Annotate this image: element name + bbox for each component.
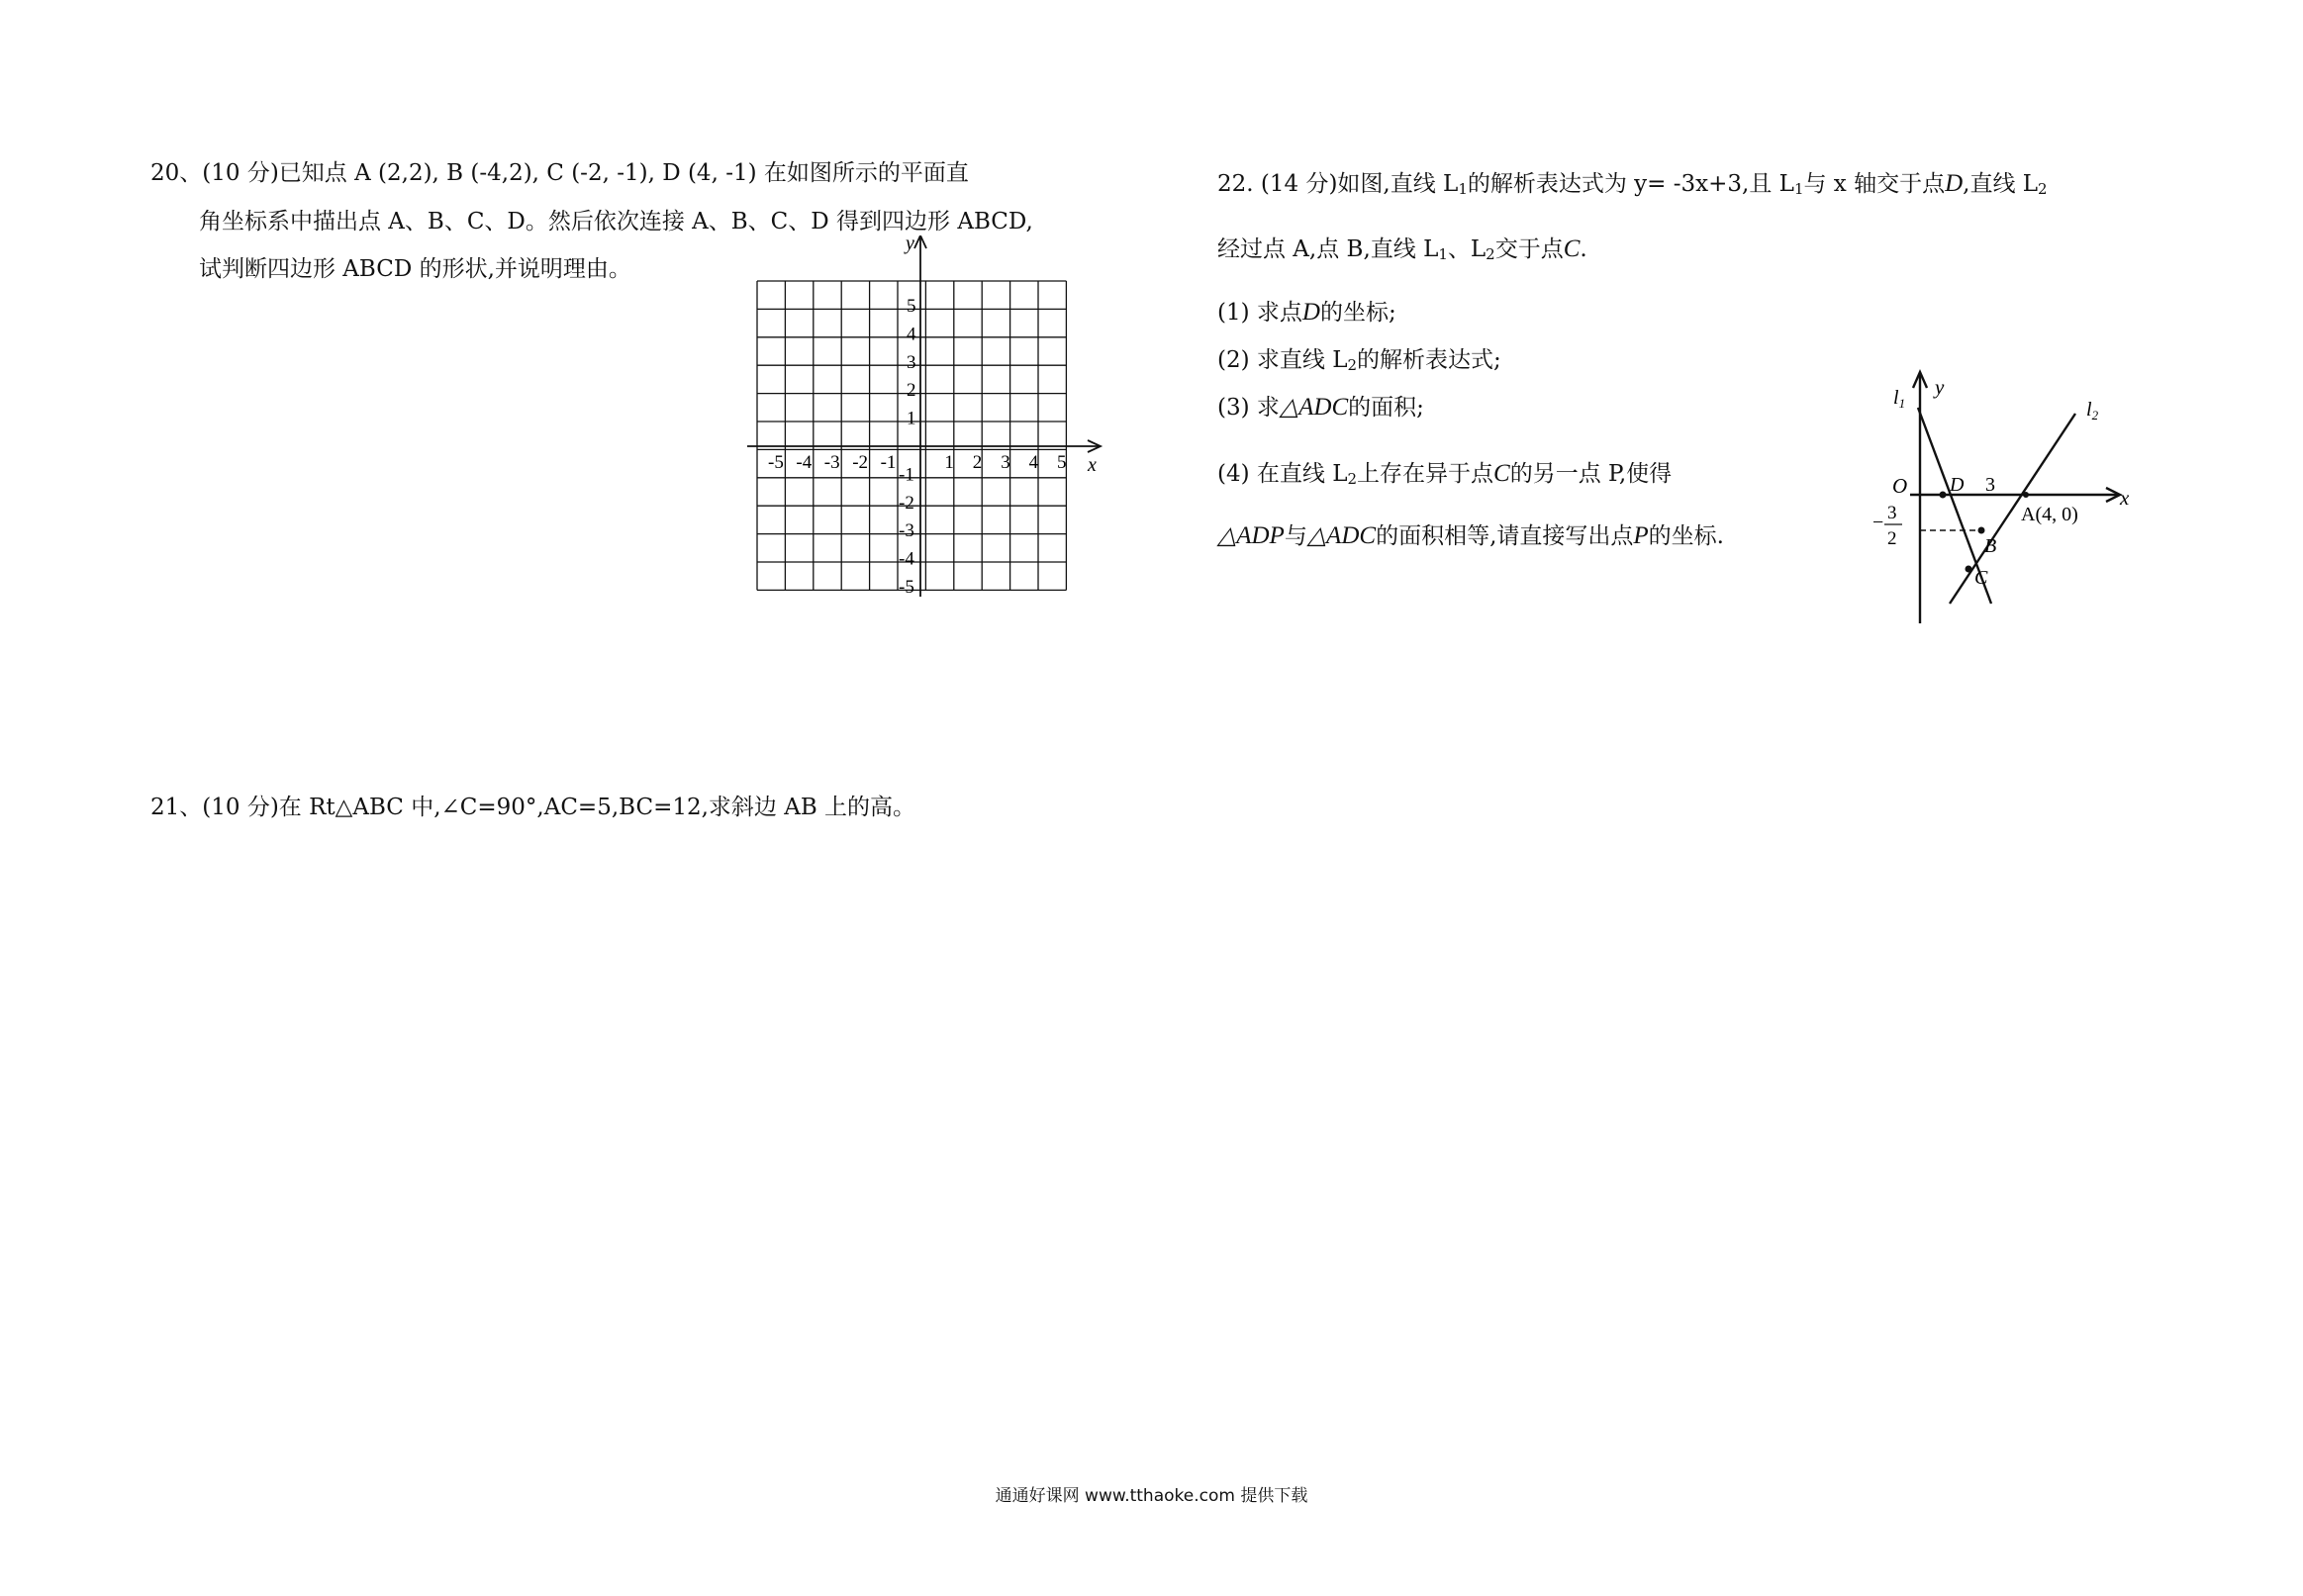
y-tick-label: 1 [907,408,916,429]
fig-point-c [1966,566,1972,573]
fig-point-b [1978,527,1985,534]
y-tick-label: 3 [907,351,916,373]
q22-l1-mid: 的解析表达式为 y= -3x+3,且 L [1467,171,1794,197]
fig-label-a: A(4, 0) [2021,504,2078,525]
y-tick-label: -1 [899,464,914,486]
x-tick-label: -1 [880,452,897,473]
q22-part2 [1217,345,1501,380]
q21-line1: 21、(10 分)在 Rt△ABC 中,∠C=90°,AC=5,BC=12,求斜边 AB 上的高。 [150,795,916,820]
q22-p4-prefix: (4) 在直线 L [1217,461,1348,487]
fig-label-l1-letter: l [1893,387,1899,409]
q22-p2-sub: 2 [1347,356,1358,374]
x-axis-label: x [1088,454,1097,476]
fig-label-x: x [2120,486,2130,510]
q22-part3 [1217,393,1424,422]
q22-l1-prefix: 22. (14 分)如图,直线 L [1217,171,1459,197]
q22-l2-end: . [1580,236,1587,262]
q22-p1-point: D [1301,299,1320,326]
q22-l2-sep: 、L [1447,236,1487,262]
q22-p2-prefix: (2) 求直线 L [1217,347,1348,373]
q22-figure [1871,366,2138,625]
x-tick-label: -4 [796,452,813,473]
y-tick-label: -5 [899,577,914,597]
q22-part1 [1217,298,1396,328]
q22-l2-prefix: 经过点 A,点 B,直线 L [1217,236,1439,262]
q20-coordinate-grid [747,235,1113,597]
x-tick-label: -3 [823,452,840,473]
q22-p5-point: P [1633,522,1649,549]
q20-line1: 20、(10 分)已知点 A (2,2), B (-4,2), C (-2, -1), D (4, -1) 在如图所示的平面直 [150,160,969,186]
q22-l2-point-c: C [1563,235,1581,262]
q22-p3-triangle: △ADC [1279,394,1349,421]
q22-p5-mid: 与 [1284,523,1307,549]
x-tick-label: 2 [972,452,983,473]
fig-point-a [2023,492,2029,498]
y-tick-label: 4 [907,324,916,345]
x-tick-label: -5 [768,452,784,473]
q22-line2 [1217,235,1587,269]
q22-p2-end: 的解析表达式; [1357,347,1501,373]
grid-axes [747,235,1101,597]
fig-label-l1 [1893,387,1905,411]
q22-p4-sub: 2 [1347,470,1358,488]
q22-p1-end: 的坐标; [1319,300,1396,326]
q22-p3-end: 的面积; [1348,395,1424,421]
q22-l2-sub1: 1 [1438,245,1448,263]
q22-l1-point-d: D [1945,170,1964,197]
q22-l1-mid2: 与 x 轴交于点 [1803,171,1946,197]
q22-l2-mid: 交于点 [1494,236,1564,262]
q22-l2-sub2: 2 [1486,245,1495,263]
x-tick-label: -2 [852,452,869,473]
q22-l1-sub3: 2 [2038,180,2048,198]
q22-part4-cont [1217,521,1724,551]
page-footer: 通通好课网 www.tthaoke.com 提供下载 [995,1486,1308,1506]
x-tick-label: 4 [1028,452,1039,473]
q20-line2: 角坐标系中描出点 A、B、C、D。然后依次连接 A、B、C、D 得到四边形 ABCD, [199,209,1033,235]
q22-line1 [1217,169,2048,204]
q22-l1-end: ,直线 L [1963,171,2039,197]
x-tick-label: 5 [1057,452,1067,473]
fig-label-o: O [1892,474,1908,498]
q22-p4-point: C [1493,460,1510,487]
fig-label-c: C [1974,567,1988,589]
q20-line3: 试判断四边形 ABCD 的形状,并说明理由。 [199,256,631,282]
fig-frac-num: 3 [1887,503,1897,523]
x-tick-label: 3 [1001,452,1010,473]
fig-point-d [1940,492,1947,499]
q22-part4 [1217,459,1672,494]
q22-p4-mid: 上存在异于点 [1357,461,1494,487]
q22-p5-triangle2: △ADC [1306,522,1377,549]
fig-label-l2-letter: l [2086,399,2092,421]
q22-p5-mid2: 的面积相等,请直接写出点 [1376,523,1634,549]
fig-label-l2-sub: 2 [2091,408,2099,422]
fig-label-b: B [1984,535,1997,557]
y-axis-label: y [906,235,914,254]
q22-l1-sub1: 1 [1458,180,1468,198]
q22-p4-end: 的另一点 P,使得 [1509,461,1673,487]
fig-frac-sign: − [1872,512,1884,533]
y-tick-label: 2 [907,380,916,402]
fig-frac-den: 2 [1887,528,1897,549]
fig-label-3: 3 [1985,474,1995,496]
q22-p5-triangle1: △ADP [1217,522,1285,549]
fig-label-y: y [1935,375,1945,399]
q22-l1-sub2: 1 [1793,180,1804,198]
fig-label-l1-sub: 1 [1898,396,1906,411]
y-tick-label: -3 [899,520,914,542]
fig-label-d: D [1950,474,1965,496]
fig-label-l2 [2086,399,2099,422]
q22-p3-prefix: (3) 求 [1217,395,1280,421]
q22-p1-prefix: (1) 求点 [1217,300,1302,326]
y-tick-label: 5 [907,296,916,317]
y-tick-label: -4 [899,548,914,570]
y-tick-label: -2 [899,492,914,514]
x-tick-label: 1 [944,452,954,473]
q22-p5-end: 的坐标. [1648,523,1724,549]
